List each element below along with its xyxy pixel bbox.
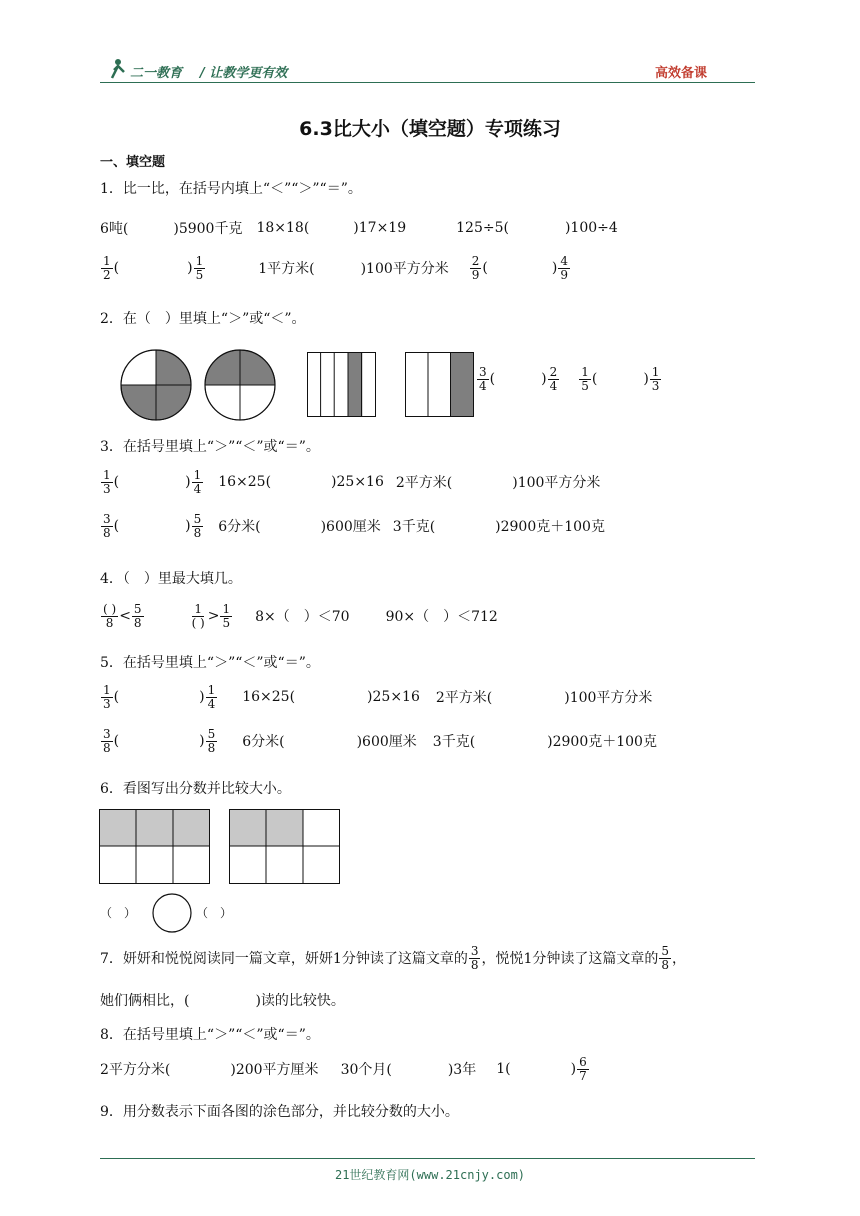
q5-row2: $\frac{3}{8}$ ( ) $\frac{5}{8}$ 6分米( )600厘米 3千克( )2900克＋100克 [103, 727, 657, 755]
q1-r1-a: 6吨( [100, 221, 129, 237]
q2-prompt: 2．在（ ）里填上“＞”或“＜”。 [100, 311, 306, 327]
q1-r1-f: )100÷4 [564, 220, 618, 236]
q4-prompt: 4．（ ）里最大填几。 [100, 571, 242, 587]
q2-rect-thirds [405, 352, 475, 418]
q2-frac-2: $\frac{2}{4}$ [549, 365, 558, 393]
q1-row1 [100, 218, 618, 238]
q3-row2: $\frac{3}{8}$ ( ) $\frac{5}{8}$ 6分米( )600厘米 3千克( )2900克＋100克 [103, 512, 605, 540]
q2-frac-1: $\frac{3}{4}$ [479, 365, 487, 393]
q7-line2: 她们俩相比，( )读的比较快。 [100, 993, 345, 1009]
footer-divider [100, 1158, 755, 1159]
brand-name: 二一教育 [130, 66, 183, 81]
q5-prompt: 5．在括号里填上“＞”“＜”或“＝”。 [100, 655, 320, 671]
q2-circle-1 [120, 349, 192, 421]
page-title: 6.3比大小（填空题）专项练习 [299, 118, 561, 140]
q1-r1-c: 18×18( [256, 220, 310, 236]
q1-r2-mid1: 1平方米( [258, 261, 315, 278]
q1-frac-1: $\frac{1}{2}$ [103, 254, 111, 282]
q8-prompt: 8．在括号里填上“＞”“＜”或“＝”。 [100, 1027, 320, 1043]
q1-row2: $\frac{1}{2}$ ( ) $\frac{1}{5}$ 1平方米( )100平方分米 $\frac{2}{9}$ ( ) $\frac{4}{9}$ [103, 254, 568, 282]
q2-fraction-row: $\frac{3}{4}$ ( ) $\frac{2}{4}$ $\frac{1}{5}$ ( ) $\frac{1}{3}$ [479, 365, 660, 393]
q2-circle-2 [204, 349, 276, 421]
q1-r1-d: )17×19 [353, 220, 407, 236]
q3-row1: $\frac{1}{3}$ ( ) $\frac{1}{4}$ 16×25( )25×16 2平方米( )100平方分米 [103, 468, 601, 496]
q7-line1: 7．妍妍和悦悦阅读同一篇文章，妍妍1分钟读了这篇文章的 $\frac{3}{8}$ ，悦悦1分钟读了这篇文章的 $\frac{5}{8}$ ， [100, 944, 687, 972]
section-heading: 一、填空题 [100, 155, 166, 170]
q6-left-blank[interactable]: （ ） [100, 906, 137, 920]
q4-row: $\frac{( )}{8}$ < $\frac{5}{8}$ $\frac{1}{( )}$ > $\frac{1}{5}$ 8×（ ）＜70 90×（ ）＜712 [103, 602, 498, 630]
q9-prompt: 9．用分数表示下面各图的涂色部分，并比较分数的大小。 [100, 1104, 459, 1120]
q1-r1-b: )5900千克 [173, 221, 243, 237]
q2-rect-fifths [307, 352, 377, 418]
brand-slogan: / 让教学更有效 [200, 66, 288, 81]
q3-prompt: 3．在括号里填上“＞”“＜”或“＝”。 [100, 439, 320, 455]
q5-row1: $\frac{1}{3}$ ( ) $\frac{1}{4}$ 16×25( )25×16 2平方米( )100平方分米 [103, 683, 653, 711]
q6-compare-circle[interactable] [151, 893, 193, 933]
q1-frac-2: $\frac{1}{5}$ [195, 254, 204, 282]
q6-grid-left [99, 809, 211, 885]
q8-row: 2平方分米( )200平方厘米 30个月( )3年 1( ) $\frac{6}{7}$ [100, 1055, 587, 1083]
q6-grid-right [229, 809, 341, 885]
footer-text: 21世纪教育网(www.21cnjy.com) [334, 1168, 526, 1182]
q6-right-blank[interactable]: （ ） [196, 906, 233, 920]
q1-frac-3: $\frac{2}{9}$ [471, 254, 480, 282]
q6-prompt: 6．看图写出分数并比较大小。 [100, 781, 291, 797]
q2-frac-3: $\frac{1}{5}$ [581, 365, 589, 393]
header-divider [100, 82, 755, 83]
q1-r2-mid2: )100平方分米 [360, 261, 449, 278]
q1-prompt: 1．比一比，在括号内填上“＜”“＞”“＝”。 [100, 181, 362, 197]
q1-frac-4: $\frac{4}{9}$ [560, 254, 568, 282]
q2-frac-4: $\frac{1}{3}$ [651, 365, 660, 393]
q1-r1-e: 125÷5( [456, 220, 509, 236]
header-right: 高效备课 [655, 66, 708, 81]
